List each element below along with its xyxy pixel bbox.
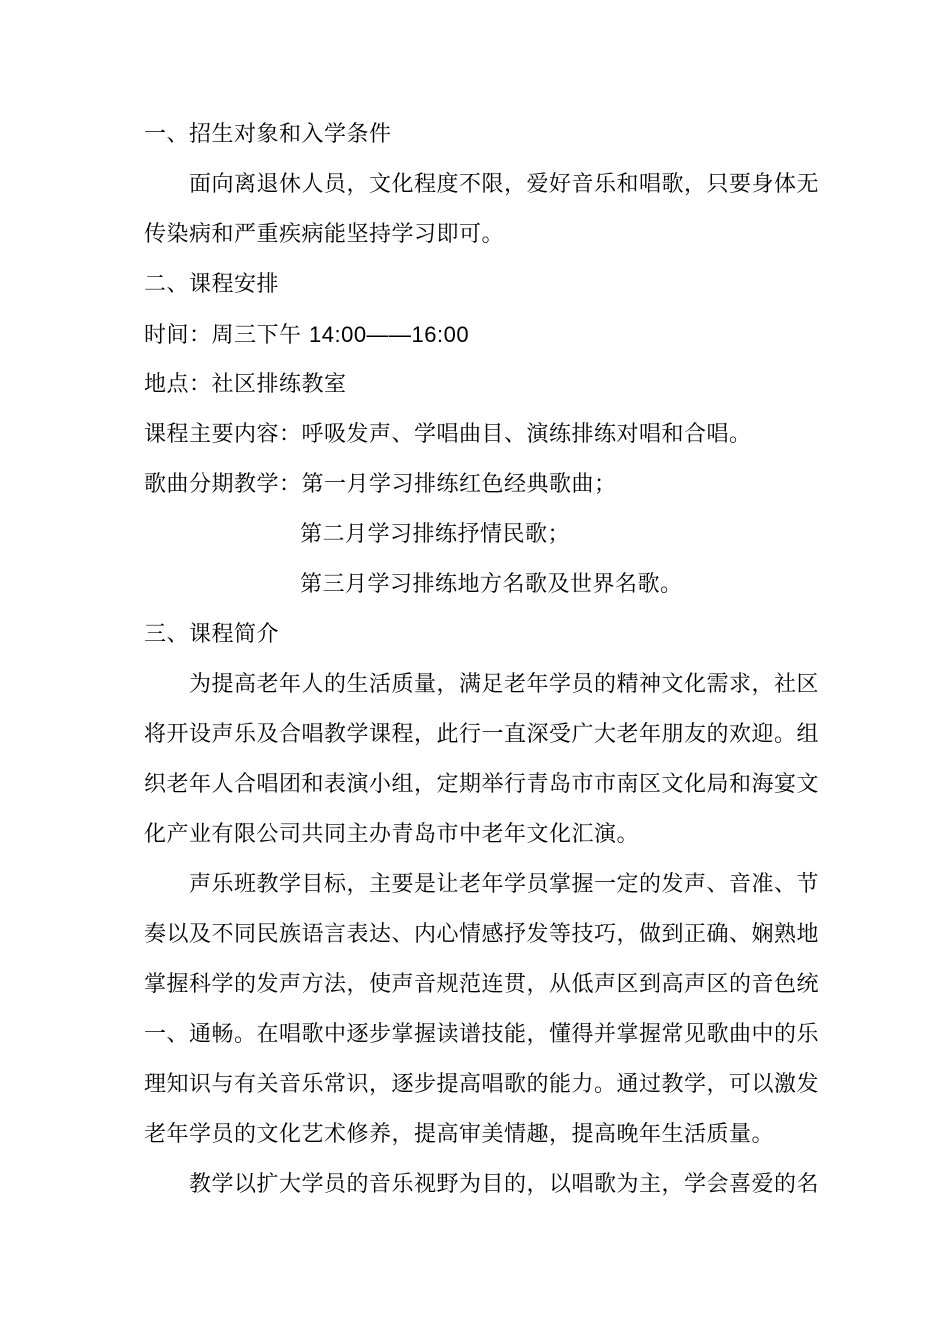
section-heading-enrollment: 一、招生对象和入学条件 bbox=[144, 122, 392, 147]
time-value: 14:00——16:00 bbox=[309, 322, 470, 347]
paragraph-line: 奏以及不同民族语言表达、内心情感抒发等技巧，做到正确、娴熟地 bbox=[144, 922, 820, 947]
content-line: 课程主要内容：呼吸发声、学唱曲目、演练排练对唱和合唱。 bbox=[144, 422, 752, 447]
schedule-line: 歌曲分期教学：第一月学习排练红色经典歌曲； bbox=[144, 472, 617, 497]
paragraph-line: 一、通畅。在唱歌中逐步掌握读谱技能，懂得并掌握常见歌曲中的乐 bbox=[144, 1022, 820, 1047]
paragraph-line: 将开设声乐及合唱教学课程，此行一直深受广大老年朋友的欢迎。组 bbox=[144, 722, 820, 747]
time-label: 时间：周三下午 bbox=[144, 323, 309, 348]
paragraph-line: 老年学员的文化艺术修养，提高审美情趣，提高晚年生活质量。 bbox=[144, 1122, 775, 1147]
schedule-line: 第二月学习排练抒情民歌； bbox=[300, 522, 571, 547]
paragraph-line: 理知识与有关音乐常识，逐步提高唱歌的能力。通过教学，可以激发 bbox=[144, 1072, 820, 1097]
paragraph-line: 化产业有限公司共同主办青岛市中老年文化汇演。 bbox=[144, 822, 640, 847]
paragraph-line: 面向离退休人员，文化程度不限，爱好音乐和唱歌，只要身体无 bbox=[189, 172, 820, 197]
paragraph-line: 声乐班教学目标，主要是让老年学员掌握一定的发声、音准、节 bbox=[189, 872, 820, 897]
paragraph-line: 教学以扩大学员的音乐视野为目的，以唱歌为主，学会喜爱的名 bbox=[189, 1172, 820, 1197]
paragraph-line: 传染病和严重疾病能坚持学习即可。 bbox=[144, 222, 505, 247]
section-heading-schedule: 二、课程安排 bbox=[144, 272, 280, 297]
paragraph-line: 为提高老年人的生活质量，满足老年学员的精神文化需求，社区 bbox=[189, 672, 820, 697]
time-line bbox=[144, 321, 814, 350]
section-heading-intro: 三、课程简介 bbox=[144, 622, 280, 647]
place-line: 地点：社区排练教室 bbox=[144, 372, 347, 397]
paragraph-line: 掌握科学的发声方法，使声音规范连贯，从低声区到高声区的音色统 bbox=[144, 972, 820, 997]
schedule-line: 第三月学习排练地方名歌及世界名歌。 bbox=[300, 572, 683, 597]
paragraph-line: 织老年人合唱团和表演小组，定期举行青岛市市南区文化局和海宴文 bbox=[144, 772, 820, 797]
